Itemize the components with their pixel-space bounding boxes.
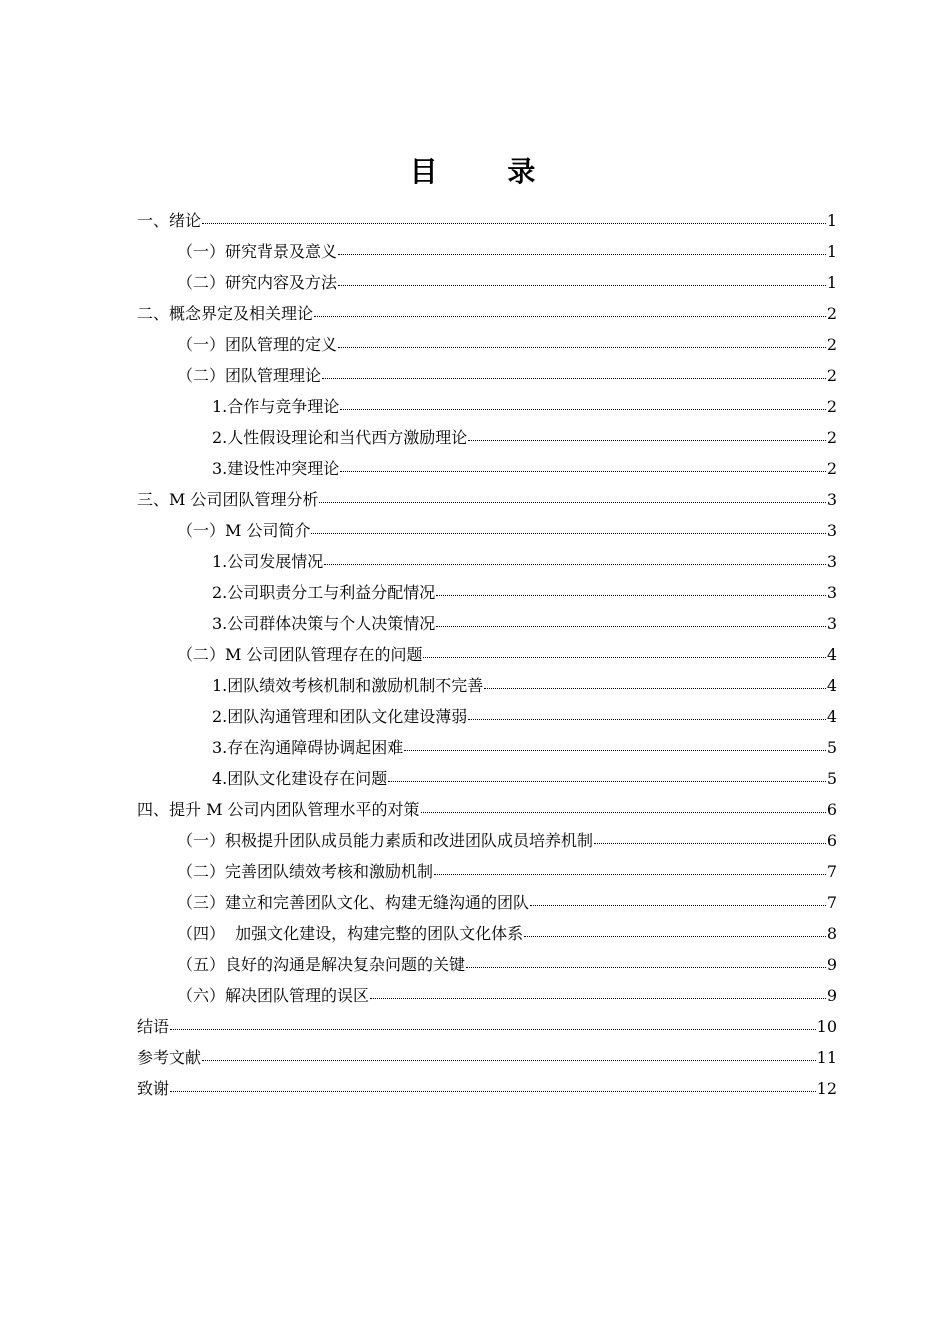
toc-page-number: 8 <box>826 924 837 943</box>
toc-entry[interactable] <box>137 391 837 422</box>
toc-entry[interactable] <box>137 1042 837 1073</box>
dot-leader <box>340 408 826 410</box>
dot-leader <box>594 842 826 844</box>
toc-entry-text: （六）解决团队管理的误区 <box>177 986 370 1005</box>
toc-entry[interactable] <box>137 484 837 515</box>
toc-entry-text: 3.公司群体决策与个人决策情况 <box>212 614 436 633</box>
toc-entry-text: （四） 加强文化建设，构建完整的团队文化体系 <box>177 924 524 943</box>
toc-entry[interactable] <box>137 360 837 391</box>
toc-entry-text: 致谢 <box>137 1079 170 1098</box>
toc-entry-text: 结语 <box>137 1017 170 1036</box>
dot-leader <box>436 625 826 627</box>
toc-page-number: 4 <box>826 676 837 695</box>
dot-leader <box>340 470 826 472</box>
toc-entry-text: 2.公司职责分工与利益分配情况 <box>212 583 436 602</box>
toc-page-number: 3 <box>826 490 837 509</box>
toc-page-number: 6 <box>826 800 837 819</box>
toc-entry-text: 参考文献 <box>137 1048 202 1067</box>
dot-leader <box>202 1059 816 1061</box>
toc-page-number: 5 <box>826 738 837 757</box>
toc-page-number: 1 <box>826 242 837 261</box>
dot-leader <box>404 749 826 751</box>
toc-page-number: 3 <box>826 521 837 540</box>
toc-entry-text: 3.建设性冲突理论 <box>212 459 340 478</box>
dot-leader <box>484 687 826 689</box>
toc-page-number: 2 <box>826 366 837 385</box>
toc-entry[interactable] <box>137 732 837 763</box>
toc-list <box>137 205 837 1104</box>
toc-page-number: 3 <box>826 614 837 633</box>
dot-leader <box>434 873 826 875</box>
toc-entry-text: （一）团队管理的定义 <box>177 335 338 354</box>
toc-entry[interactable] <box>137 794 837 825</box>
dot-leader <box>202 222 826 224</box>
toc-page-number: 2 <box>826 335 837 354</box>
toc-entry[interactable] <box>137 825 837 856</box>
toc-entry[interactable] <box>137 453 837 484</box>
toc-entry[interactable] <box>137 1011 837 1042</box>
toc-page-number: 5 <box>826 769 837 788</box>
toc-page-number: 2 <box>826 397 837 416</box>
toc-entry-text: 2.团队沟通管理和团队文化建设薄弱 <box>212 707 468 726</box>
toc-entry-text: （二）M 公司团队管理存在的问题 <box>177 645 423 664</box>
dot-leader <box>468 718 826 720</box>
dot-leader <box>324 563 826 565</box>
toc-entry-text: （五）良好的沟通是解决复杂问题的关键 <box>177 955 466 974</box>
toc-page-number: 7 <box>826 893 837 912</box>
dot-leader <box>466 966 826 968</box>
dot-leader <box>170 1028 816 1030</box>
toc-page-number: 10 <box>816 1017 837 1036</box>
toc-entry[interactable] <box>137 639 837 670</box>
toc-entry[interactable] <box>137 205 837 236</box>
toc-page-number: 6 <box>826 831 837 850</box>
dot-leader <box>319 501 825 503</box>
toc-entry-text: （一）M 公司简介 <box>177 521 311 540</box>
dot-leader <box>311 532 825 534</box>
dot-leader <box>338 253 826 255</box>
toc-entry[interactable] <box>137 887 837 918</box>
toc-entry-text: 4.团队文化建设存在问题 <box>212 769 388 788</box>
toc-entry-text: 3.存在沟通障碍协调起困难 <box>212 738 404 757</box>
toc-title: 目 录 <box>409 155 566 188</box>
toc-entry-text: （二）完善团队绩效考核和激励机制 <box>177 862 434 881</box>
toc-page-number: 2 <box>826 428 837 447</box>
toc-page-number: 2 <box>826 304 837 323</box>
toc-entry[interactable] <box>137 422 837 453</box>
toc-entry-text: （二）研究内容及方法 <box>177 273 338 292</box>
toc-entry[interactable] <box>137 546 837 577</box>
toc-entry[interactable] <box>137 949 837 980</box>
toc-page-number: 9 <box>826 955 837 974</box>
toc-entry-text: （三）建立和完善团队文化、构建无缝沟通的团队 <box>177 893 530 912</box>
toc-page-number: 4 <box>826 645 837 664</box>
dot-leader <box>370 997 826 999</box>
toc-entry[interactable] <box>137 608 837 639</box>
dot-leader <box>468 439 826 441</box>
toc-entry-text: 一、绪论 <box>137 211 202 230</box>
toc-entry-text: 三、M 公司团队管理分析 <box>137 490 319 509</box>
toc-entry[interactable] <box>137 236 837 267</box>
toc-page-number: 1 <box>826 211 837 230</box>
toc-entry[interactable] <box>137 298 837 329</box>
toc-entry[interactable] <box>137 329 837 360</box>
toc-entry[interactable] <box>137 856 837 887</box>
toc-entry-text: 1.合作与竞争理论 <box>212 397 340 416</box>
toc-entry[interactable] <box>137 701 837 732</box>
toc-entry[interactable] <box>137 670 837 701</box>
toc-entry[interactable] <box>137 980 837 1011</box>
toc-entry-text: 1.团队绩效考核机制和激励机制不完善 <box>212 676 484 695</box>
toc-entry[interactable] <box>137 763 837 794</box>
toc-entry[interactable] <box>137 918 837 949</box>
toc-page-number: 2 <box>826 459 837 478</box>
dot-leader <box>338 346 826 348</box>
toc-page-number: 12 <box>816 1079 837 1098</box>
toc-page-number: 11 <box>816 1048 837 1067</box>
toc-entry[interactable] <box>137 515 837 546</box>
toc-entry-text: （一）研究背景及意义 <box>177 242 338 261</box>
dot-leader <box>436 594 826 596</box>
toc-entry-text: 四、提升 M 公司内团队管理水平的对策 <box>137 800 420 819</box>
toc-entry[interactable] <box>137 267 837 298</box>
toc-page-number: 4 <box>826 707 837 726</box>
dot-leader <box>388 780 826 782</box>
toc-entry-text: 1.公司发展情况 <box>212 552 324 571</box>
toc-page-number: 9 <box>826 986 837 1005</box>
dot-leader <box>170 1090 816 1092</box>
dot-leader <box>314 315 826 317</box>
toc-entry-text: 2.人性假设理论和当代西方激励理论 <box>212 428 468 447</box>
dot-leader <box>338 284 826 286</box>
toc-entry[interactable] <box>137 1073 837 1104</box>
toc-entry-text: （二）团队管理理论 <box>177 366 322 385</box>
dot-leader <box>423 656 825 658</box>
dot-leader <box>421 811 826 813</box>
toc-entry[interactable] <box>137 577 837 608</box>
dot-leader <box>530 904 826 906</box>
toc-entry-text: 二、概念界定及相关理论 <box>137 304 314 323</box>
toc-page-number: 7 <box>826 862 837 881</box>
toc-page-number: 1 <box>826 273 837 292</box>
dot-leader <box>322 377 826 379</box>
toc-page-number: 3 <box>826 552 837 571</box>
toc-entry-text: （一）积极提升团队成员能力素质和改进团队成员培养机制 <box>177 831 594 850</box>
toc-page-number: 3 <box>826 583 837 602</box>
dot-leader <box>524 935 826 937</box>
